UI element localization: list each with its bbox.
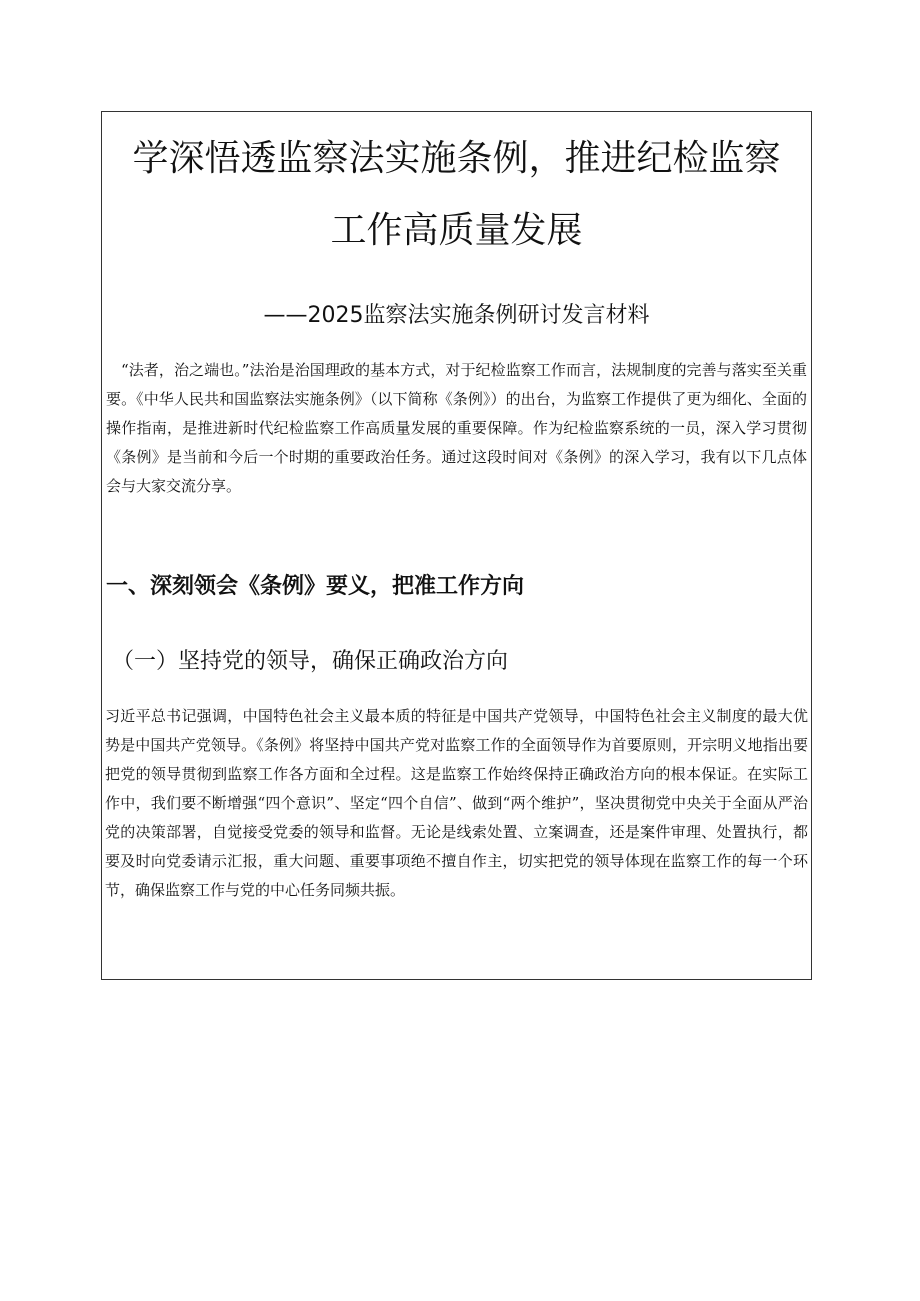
document-frame <box>101 111 812 980</box>
intro-paragraph: “法者，治之端也。”法治是治国理政的基本方式，对于纪检监察工作而言，法规制度的完善与落实至关重要。《中华人民共和国监察法实施条例》（以下简称《条例》）的出台，为监察工作提供了更为细化、全面的操作指南，是推进新时代纪检监察工作高质量发展的重要保障。作为纪检监察系统的一员，深入学习贯彻《条例》是当前和今后一个时期的重要政治任务。通过这段时间对《条例》的深入学习，我有以下几点体会与大家交流分享。 <box>106 361 807 495</box>
section-1-heading: 一、深刻领会《条例》要义，把准工作方向 <box>106 574 525 599</box>
document-title-line-1: 学深悟透监察法实施条例，推进纪检监察 <box>132 138 781 179</box>
document-subtitle: ——2025监察法实施条例研讨发言材料 <box>263 303 650 328</box>
document-title-line-2: 工作高质量发展 <box>330 210 583 251</box>
subsection-1-paragraph: 习近平总书记强调，中国特色社会主义最本质的特征是中国共产党领导，中国特色社会主义制度的最大优势是中国共产党领导。《条例》将坚持中国共产党对监察工作的全面领导作为首要原则，开宗明义地指出要把党的领导贯彻到监察工作各方面和全过程。这是监察工作始终保持正确政治方向的根本保证。在实际工作中，我们要不断增强“四个意识”、坚定“四个自信”、做到“两个维护”，坚决贯彻党中央关于全面从严治党的决策部署，自觉接受党委的领导和监督。无论是线索处置、立案调查，还是案件审理、处置执行，都要及时向党委请示汇报，重大问题、重要事项绝不擅自作主，切实把党的领导体现在监察工作的每一个环节，确保监察工作与党的中心任务同频共振。 <box>105 707 808 899</box>
subsection-1-heading: （一）坚持党的领导，确保正确政治方向 <box>112 649 509 674</box>
